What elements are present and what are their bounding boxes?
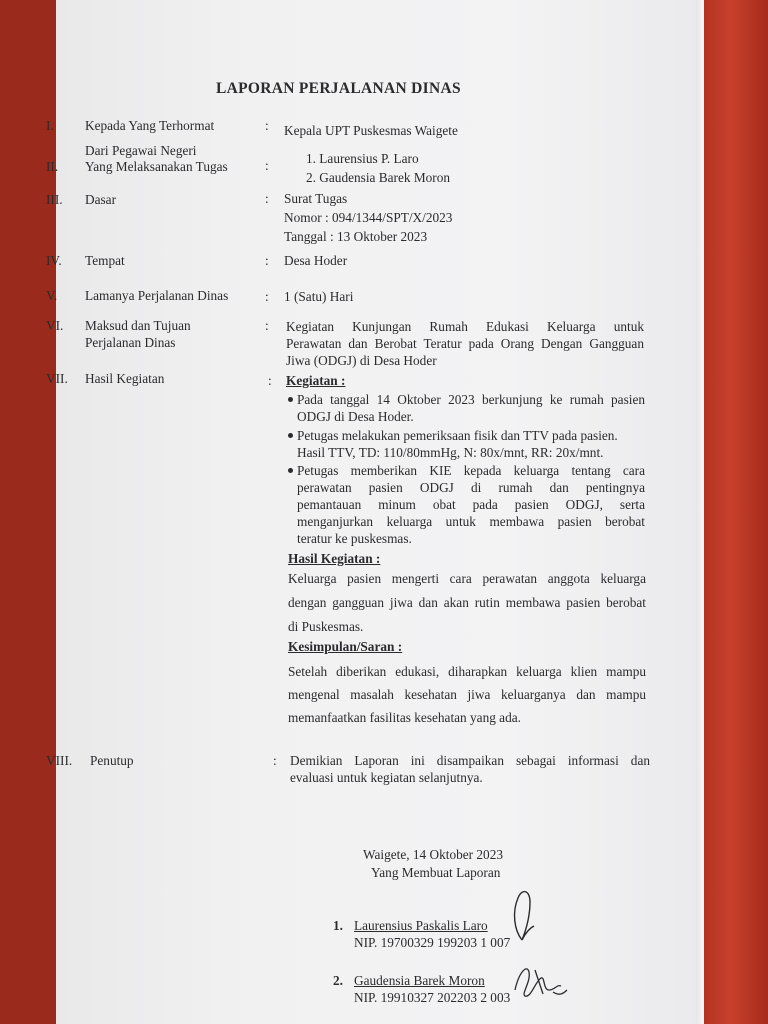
bullet-line: pemantauan minum obat pada pasien ODGJ, serta	[297, 497, 645, 512]
row-colon: :	[265, 289, 269, 304]
row-label: Dasar	[85, 192, 117, 207]
paragraph-line: di Puskesmas.	[288, 619, 364, 634]
row-number: IV.	[46, 253, 62, 268]
paragraph-line: Perawatan dan Berobat Teratur pada Orang Dengan Gangguan	[286, 336, 644, 351]
signer-name: Laurensius Paskalis Laro	[354, 918, 488, 933]
row-value: Nomor : 094/1344/SPT/X/2023	[284, 210, 453, 225]
signer-nip: NIP. 19700329 199203 1 007	[354, 935, 511, 950]
signature-2	[505, 960, 575, 1005]
bullet-line: perawatan pasien ODGJ di rumah dan pentingnya	[297, 480, 645, 495]
row-colon: :	[268, 373, 272, 388]
row-label: Perjalanan Dinas	[85, 335, 176, 350]
row-label: Yang Melaksanakan Tugas	[85, 159, 228, 174]
bullet-icon	[288, 468, 293, 473]
section-heading: Hasil Kegiatan :	[288, 551, 381, 566]
section-heading: Kesimpulan/Saran :	[288, 639, 403, 654]
bullet-line: Hasil TTV, TD: 110/80mmHg, N: 80x/mnt, RR: 20x/mnt.	[297, 445, 604, 460]
list-item: 1. Laurensius P. Laro	[306, 151, 419, 166]
paragraph-line: Keluarga pasien mengerti cara perawatan anggota keluarga	[288, 571, 646, 586]
bullet-line: Petugas memberikan KIE kepada keluarga tentang cara	[297, 463, 645, 478]
row-label: Penutup	[90, 753, 134, 768]
paragraph-line: Setelah diberikan edukasi, diharapkan keluarga klien mampu	[288, 664, 646, 679]
row-colon: :	[265, 158, 269, 173]
bullet-line: teratur ke puskesmas.	[297, 531, 412, 546]
row-label: Lamanya Perjalanan Dinas	[85, 288, 229, 303]
signature-1	[500, 882, 550, 952]
signer-number: 2.	[333, 973, 343, 988]
section-heading: Kegiatan :	[286, 373, 346, 388]
row-number: VII.	[46, 371, 68, 386]
signer-number: 1.	[333, 918, 343, 933]
closing-role: Yang Membuat Laporan	[371, 865, 501, 880]
bullet-icon	[288, 433, 293, 438]
row-number: I.	[46, 118, 54, 133]
row-label: Maksud dan Tujuan	[85, 318, 191, 333]
row-value: Surat Tugas	[284, 191, 348, 206]
place-date: Waigete, 14 Oktober 2023	[363, 847, 503, 862]
signer-name: Gaudensia Barek Moron	[354, 973, 485, 988]
row-label: Hasil Kegiatan	[85, 371, 165, 386]
row-value: Desa Hoder	[284, 253, 348, 268]
paragraph-line: Demikian Laporan ini disampaikan sebagai informasi dan	[290, 753, 650, 768]
list-item: 2. Gaudensia Barek Moron	[306, 170, 451, 185]
row-value: 1 (Satu) Hari	[284, 289, 354, 304]
row-number: VI.	[46, 318, 64, 333]
red-binder-edge	[704, 0, 768, 1024]
row-number: II.	[46, 159, 59, 174]
row-colon: :	[265, 191, 269, 206]
bullet-line: menganjurkan keluarga untuk membawa pasien berobat	[297, 514, 645, 529]
row-number: VIII.	[46, 753, 73, 768]
paragraph-line: mengenal masalah kesehatan jiwa keluarganya dan mampu	[288, 687, 646, 702]
row-colon: :	[273, 753, 277, 768]
paragraph-line: Kegiatan Kunjungan Rumah Edukasi Keluarga untuk	[286, 319, 644, 334]
paragraph-line: memanfaatkan fasilitas kesehatan yang ada.	[288, 710, 521, 725]
paragraph-line: evaluasi untuk kegiatan selanjutnya.	[290, 770, 483, 785]
bullet-icon	[288, 397, 293, 402]
row-number: III.	[46, 192, 63, 207]
bullet-line: Pada tanggal 14 Oktober 2023 berkunjung ke rumah pasien	[297, 392, 645, 407]
bullet-line: Petugas melakukan pemeriksaan fisik dan TTV pada pasien.	[297, 428, 618, 443]
row-colon: :	[265, 318, 269, 333]
row-colon: :	[265, 118, 269, 133]
row-colon: :	[265, 253, 269, 268]
row-label: Kepada Yang Terhormat	[85, 118, 215, 133]
signer-nip: NIP. 19910327 202203 2 003	[354, 990, 511, 1005]
row-label: Tempat	[85, 253, 125, 268]
bullet-line: ODGJ di Desa Hoder.	[297, 409, 414, 424]
document-title: LAPORAN PERJALANAN DINAS	[216, 80, 461, 97]
paragraph-line: dengan gangguan jiwa dan akan rutin membawa pasien berobat	[288, 595, 646, 610]
row-number: V.	[46, 288, 58, 303]
row-label: Dari Pegawai Negeri	[85, 143, 197, 158]
paragraph-line: Jiwa (ODGJ) di Desa Hoder	[286, 353, 437, 368]
row-value: Tanggal : 13 Oktober 2023	[284, 229, 428, 244]
row-value: Kepala UPT Puskesmas Waigete	[284, 123, 458, 138]
